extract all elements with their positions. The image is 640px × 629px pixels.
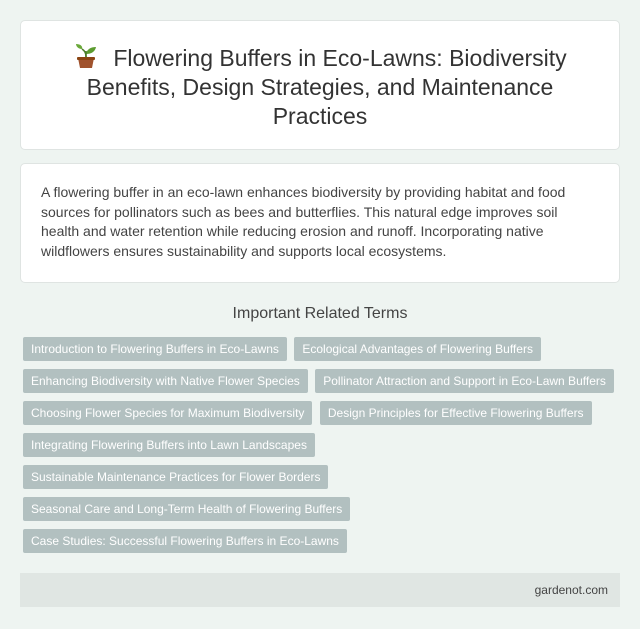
description-text: A flowering buffer in an eco-lawn enhances biodiversity by providing habitat and food sources for pollinators such as bees and butterflies. This natural edge improves soil health and water retention while reducing erosion and runoff. Incorporating native wildflowers ensures sustainability and supports local ecosystems.	[41, 184, 566, 259]
related-term-tag[interactable]: Ecological Advantages of Flowering Buffers	[294, 337, 541, 361]
page-title	[51, 43, 589, 131]
related-term-tag[interactable]: Choosing Flower Species for Maximum Biodiversity	[23, 401, 312, 425]
related-term-tag[interactable]: Enhancing Biodiversity with Native Flower Species	[23, 369, 308, 393]
footer	[20, 573, 620, 607]
related-term-tag[interactable]: Seasonal Care and Long-Term Health of Flowering Buffers	[23, 497, 350, 521]
page-title-text: Flowering Buffers in Eco-Lawns: Biodiversity Benefits, Design Strategies, and Maintenance Practices	[86, 45, 567, 129]
seedling-icon	[73, 43, 99, 69]
related-term-tag[interactable]: Integrating Flowering Buffers into Lawn Landscapes	[23, 433, 315, 457]
related-term-tag[interactable]: Sustainable Maintenance Practices for Flower Borders	[23, 465, 328, 489]
related-term-tag[interactable]: Case Studies: Successful Flowering Buffers in Eco-Lawns	[23, 529, 347, 553]
description-card	[20, 163, 620, 283]
related-terms-list	[20, 337, 620, 561]
related-term-tag[interactable]: Pollinator Attraction and Support in Eco-Lawn Buffers	[315, 369, 614, 393]
footer-site-link[interactable]: gardenot.com	[534, 583, 608, 597]
title-card	[20, 20, 620, 150]
related-terms-heading: Important Related Terms	[232, 305, 408, 322]
related-term-tag[interactable]: Introduction to Flowering Buffers in Eco-Lawns	[23, 337, 287, 361]
related-term-tag[interactable]: Design Principles for Effective Flowering Buffers	[320, 401, 592, 425]
